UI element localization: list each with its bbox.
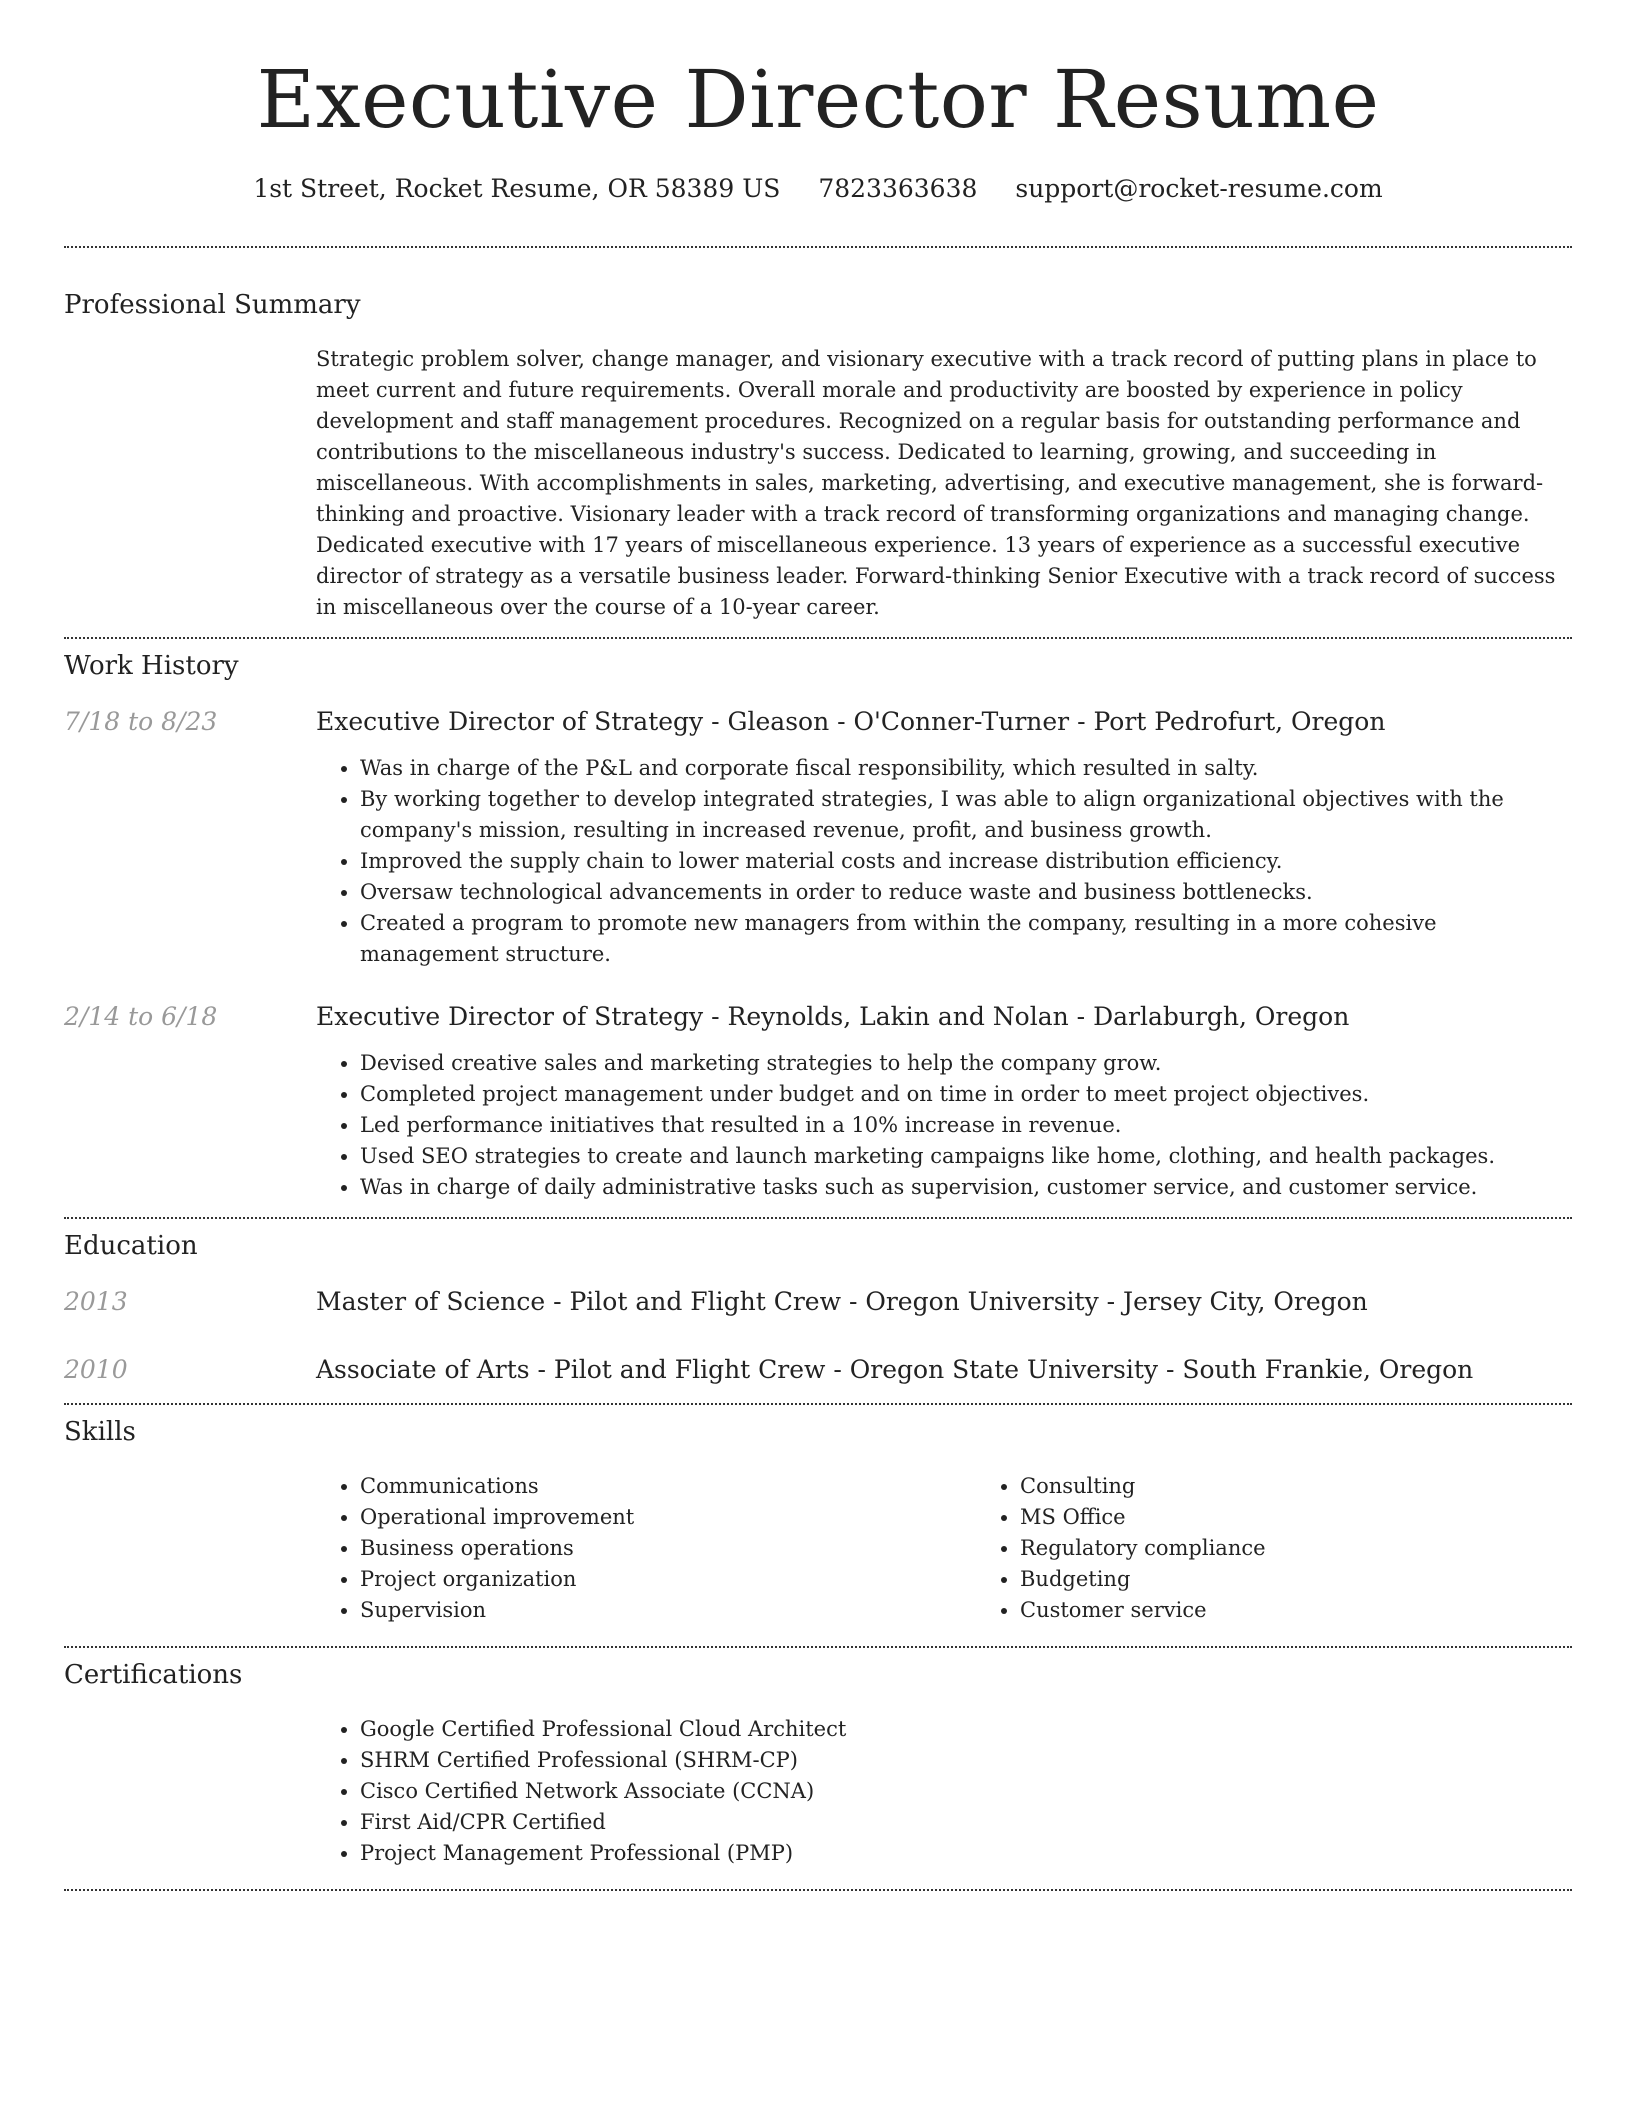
list-item: • Was in charge of the P&L and corporate fiscal responsibility, which resulted in salty.	[360, 753, 1572, 784]
certifications-heading: Certifications	[64, 1660, 243, 1690]
skill-item: • Operational improvement	[360, 1502, 976, 1533]
certification-item: • Google Certified Professional Cloud Architect	[360, 1714, 1572, 1745]
certifications-spacer	[64, 1714, 316, 1869]
certification-item: • SHRM Certified Professional (SHRM-CP)	[360, 1745, 1572, 1776]
contact-address: 1st Street, Rocket Resume, OR 58389 US	[253, 174, 781, 203]
skills-list-right	[976, 1471, 1632, 1626]
skill-item: • Regulatory compliance	[1020, 1533, 1632, 1564]
list-item: • Was in charge of daily administrative tasks such as supervision, customer service, and customer service.	[360, 1172, 1572, 1203]
skills-spacer	[64, 1471, 316, 1626]
education-year: 2013	[64, 1287, 128, 1316]
job-bullets	[316, 753, 1572, 970]
education-title: Associate of Arts - Pilot and Flight Crew - Oregon State University - South Frankie, Oregon	[316, 1355, 1474, 1384]
list-item: • Oversaw technological advancements in order to reduce waste and business bottlenecks.	[360, 877, 1572, 908]
list-item: • Improved the supply chain to lower material costs and increase distribution efficiency.	[360, 846, 1572, 877]
work-history-heading: Work History	[64, 651, 239, 681]
skill-item: • Customer service	[1020, 1595, 1632, 1626]
work-history-section	[64, 639, 1572, 1203]
list-item: • Led performance initiatives that resulted in a 10% increase in revenue.	[360, 1110, 1572, 1141]
section-divider	[64, 1889, 1572, 1891]
skills-section	[64, 1405, 1572, 1626]
job-entry	[64, 705, 1572, 970]
skill-item: • Consulting	[1020, 1471, 1632, 1502]
job-entry	[64, 1000, 1572, 1203]
certifications-section	[64, 1648, 1572, 1869]
education-title: Master of Science - Pilot and Flight Crew - Oregon University - Jersey City, Oregon	[316, 1287, 1368, 1316]
contact-line	[64, 172, 1572, 206]
skills-grid	[316, 1471, 1632, 1626]
education-section	[64, 1219, 1572, 1387]
education-year: 2010	[64, 1355, 128, 1384]
contact-email: support@rocket-resume.com	[1015, 174, 1383, 203]
job-title: Executive Director of Strategy - Gleason - O'Conner-Turner - Port Pedrofurt, Oregon	[316, 707, 1386, 736]
skill-item: • Business operations	[360, 1533, 976, 1564]
summary-section	[64, 248, 1572, 623]
skills-list-left	[316, 1471, 976, 1626]
resume-title: Executive Director Resume	[256, 53, 1380, 146]
job-dates: 2/14 to 6/18	[64, 1002, 218, 1031]
skill-item: • MS Office	[1020, 1502, 1632, 1533]
skill-item: • Budgeting	[1020, 1564, 1632, 1595]
list-item: • Completed project management under budget and on time in order to meet project objectives.	[360, 1079, 1572, 1110]
skill-item: • Project organization	[360, 1564, 976, 1595]
skill-item: • Supervision	[360, 1595, 976, 1626]
list-item: • Created a program to promote new managers from within the company, resulting in a more cohesive management structure.	[360, 908, 1572, 970]
certification-item: • First Aid/CPR Certified	[360, 1807, 1572, 1838]
skills-heading: Skills	[64, 1417, 136, 1447]
certifications-list	[316, 1714, 1572, 1869]
resume-page	[64, 0, 1572, 1891]
education-entry	[64, 1285, 1572, 1319]
summary-row	[64, 344, 1572, 623]
list-item: • Devised creative sales and marketing strategies to help the company grow.	[360, 1048, 1572, 1079]
job-title: Executive Director of Strategy - Reynolds, Lakin and Nolan - Darlaburgh, Oregon	[316, 1002, 1350, 1031]
list-item: • By working together to develop integrated strategies, I was able to align organizational objectives with the company's mission, resulting in increased revenue, profit, and business growth.	[360, 784, 1572, 846]
certification-item: • Cisco Certified Network Associate (CCNA)	[360, 1776, 1572, 1807]
job-dates: 7/18 to 8/23	[64, 707, 218, 736]
education-entry	[64, 1353, 1572, 1387]
skill-item: • Communications	[360, 1471, 976, 1502]
education-heading: Education	[64, 1231, 198, 1261]
job-bullets	[316, 1048, 1572, 1203]
contact-phone: 7823363638	[818, 174, 978, 203]
summary-heading: Professional Summary	[64, 290, 361, 320]
summary-spacer	[64, 344, 316, 623]
certification-item: • Project Management Professional (PMP)	[360, 1838, 1572, 1869]
list-item: • Used SEO strategies to create and launch marketing campaigns like home, clothing, and health packages.	[360, 1141, 1572, 1172]
summary-text: Strategic problem solver, change manager, and visionary executive with a track record of putting plans in place to meet current and future requirements. Overall morale and productivity are boosted by experience in policy development and staff management procedures. Recognized on a regular basis for outstanding performance and contributions to the miscellaneous industry's success. Dedicated to learning, growing, and succeeding in miscellaneous. With accomplishments in sales, marketing, advertising, and executive management, she is forward-thinking and proactive. Visionary leader with a track record of transforming organizations and managing change. Dedicated executive with 17 years of miscellaneous experience. 13 years of experience as a successful executive director of strategy as a versatile business leader. Forward-thinking Senior Executive with a track record of success in miscellaneous over the course of a 10-year career.	[316, 347, 1556, 619]
